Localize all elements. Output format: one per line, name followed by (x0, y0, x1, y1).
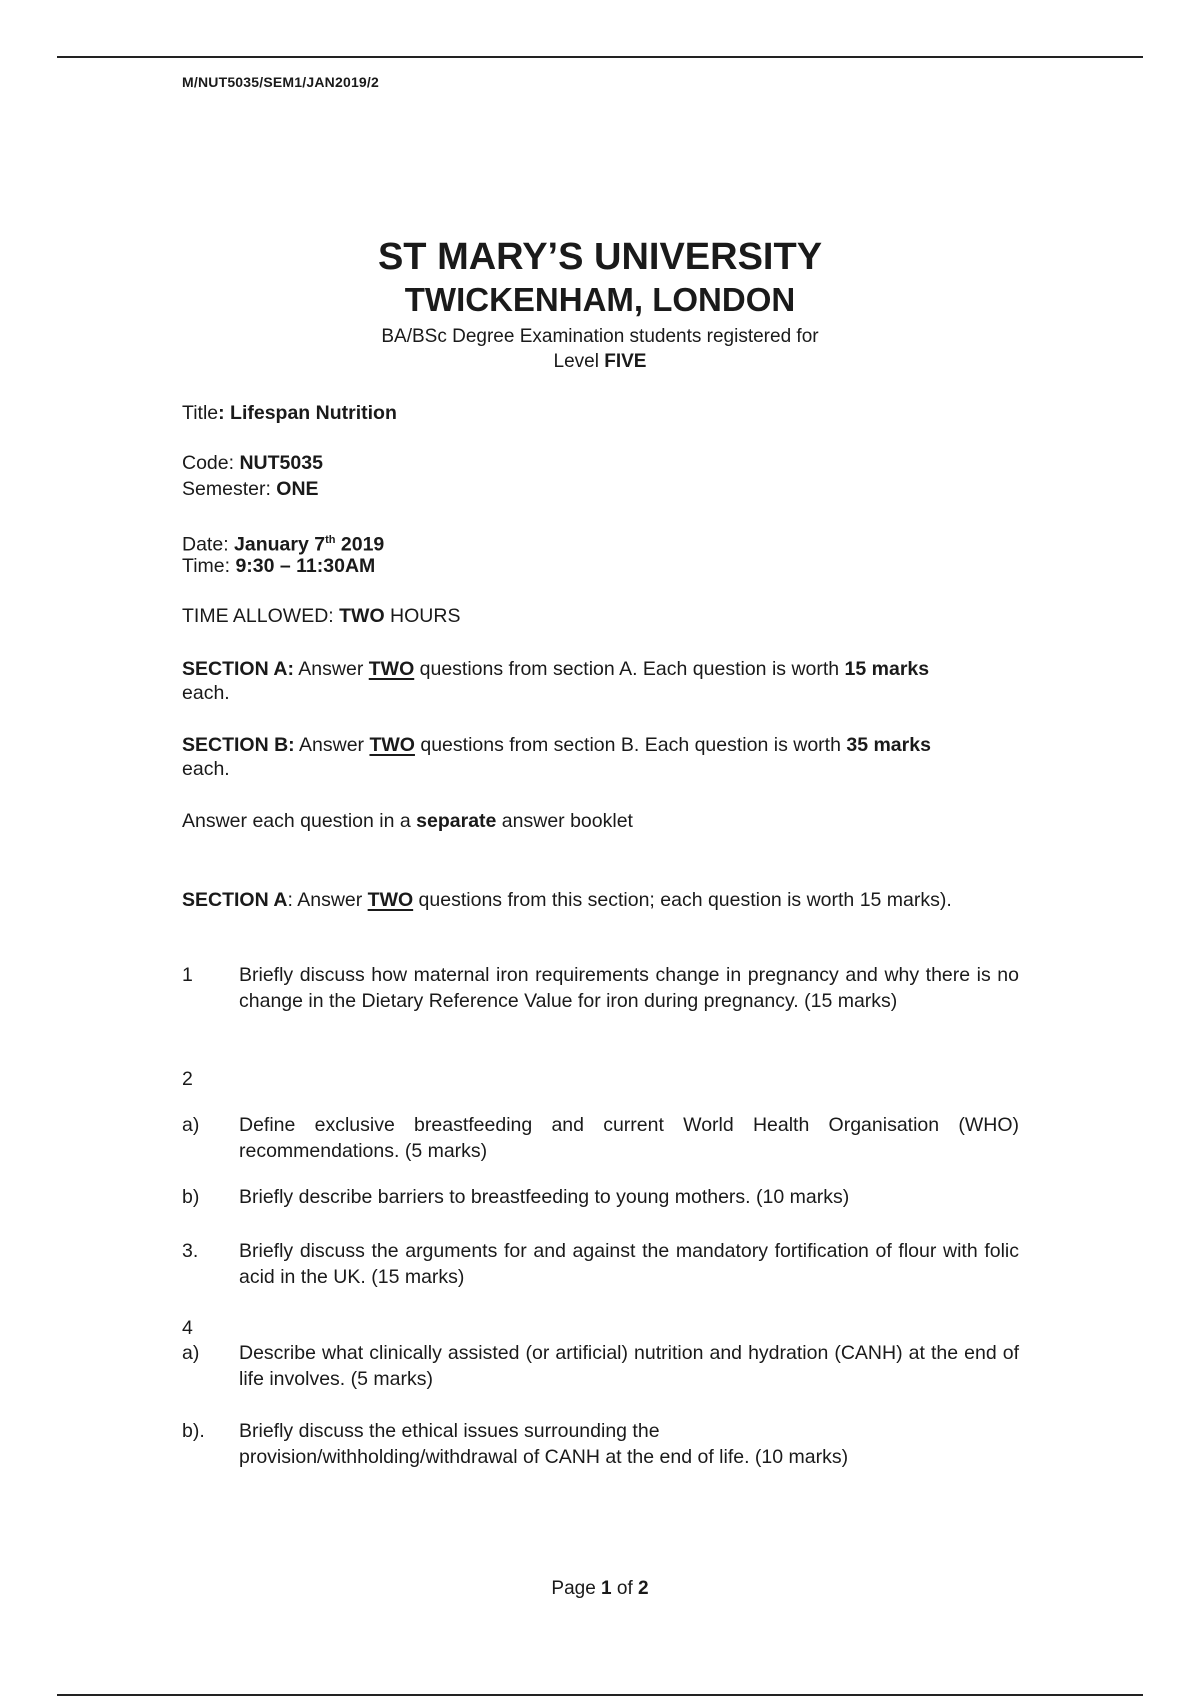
question-part-label: b). (182, 1420, 205, 1442)
exam-date (182, 528, 384, 557)
time-allowed-unit: HOURS (384, 605, 461, 627)
page-prefix: Page (551, 1578, 602, 1599)
section-b-pre: Answer (294, 734, 370, 756)
degree-line: BA/BSc Degree Examination students registered for (381, 326, 819, 347)
level-prefix: Level (553, 351, 605, 372)
question-number: 4 (182, 1317, 193, 1339)
page-number (0, 1578, 1200, 1600)
time-allowed (182, 604, 460, 628)
question-number: 1 (182, 964, 193, 986)
section-a-heading (182, 885, 972, 915)
section-a-pre: Answer (293, 658, 369, 680)
level-line (0, 351, 1200, 373)
booklet-pre: Answer each question in a (182, 810, 417, 832)
date-year: 2019 (335, 533, 385, 556)
page-middle: of (611, 1578, 639, 1599)
time-label: Time: (182, 555, 236, 577)
document-reference: M/NUT5035/SEM1/JAN2019/2 (182, 74, 379, 90)
question-number: 2 (182, 1068, 193, 1090)
question-text: Briefly describe barriers to breastfeeding to young mothers. (10 marks) (239, 1186, 850, 1208)
time-allowed-value: TWO (339, 605, 385, 627)
exam-code (182, 451, 323, 475)
section-a-heading-label: SECTION A (182, 889, 288, 911)
section-b-instruction (182, 733, 972, 781)
section-b-count: TWO (369, 734, 415, 756)
exam-semester (182, 477, 319, 501)
date-suffix: th (325, 534, 336, 546)
top-rule (57, 56, 1143, 58)
code-value: NUT5035 (239, 452, 323, 474)
booklet-post: answer booklet (496, 810, 633, 832)
semester-label: Semester: (182, 478, 277, 500)
title-value: : Lifespan Nutrition (218, 402, 397, 424)
question-part-label: a) (182, 1342, 200, 1364)
section-b-marks: 35 marks (846, 734, 931, 756)
question-text: Briefly discuss the arguments for and against the mandatory fortification of flour with folic acid in the UK. (15 marks) (239, 1240, 1019, 1288)
date-month-day: January 7 (234, 533, 326, 556)
section-b-label: SECTION B: (182, 734, 295, 756)
section-a-heading-count: TWO (367, 889, 414, 911)
level-value: FIVE (604, 351, 647, 372)
question-part-label: a) (182, 1114, 200, 1136)
question-text-line: provision/withholding/withdrawal of CANH at the end of life. (10 marks) (239, 1445, 849, 1468)
time-allowed-label: TIME ALLOWED: (182, 605, 340, 627)
question-part-label: b) (182, 1186, 200, 1208)
section-a-heading-post: questions from this section; each question is worth 15 marks). (413, 889, 952, 911)
question-number: 3. (182, 1240, 199, 1262)
question-text (239, 1419, 1019, 1470)
bottom-rule (57, 1694, 1143, 1696)
question-text: Define exclusive breastfeeding and current World Health Organisation (WHO) recommendations. (5 marks) (239, 1114, 1019, 1162)
section-a-end: each. (182, 682, 230, 704)
booklet-instruction (182, 809, 633, 833)
section-a-count: TWO (368, 658, 415, 680)
date-label: Date: (182, 533, 235, 556)
section-b-end: each. (182, 758, 230, 780)
section-a-label: SECTION A: (182, 658, 294, 680)
section-a-mid: questions from section A. Each question is worth (414, 658, 845, 680)
question-text: Briefly discuss how maternal iron requirements change in pregnancy and why there is no change in the Dietary Reference Value for iron during pregnancy. (15 marks) (239, 964, 1019, 1012)
page-total: 2 (638, 1578, 649, 1599)
section-a-marks: 15 marks (844, 658, 930, 680)
question-text-line: Briefly discuss the ethical issues surrounding the (239, 1420, 660, 1442)
title-label: Title (182, 402, 219, 424)
booklet-bold: separate (416, 810, 497, 832)
section-b-mid: questions from section B. Each question is worth (414, 734, 847, 756)
section-a-heading-pre: : Answer (287, 889, 368, 911)
page-current: 1 (601, 1578, 612, 1599)
section-a-instruction (182, 657, 972, 705)
code-label: Code: (182, 452, 240, 474)
semester-value: ONE (276, 478, 319, 500)
question-text: Describe what clinically assisted (or artificial) nutrition and hydration (CANH) at the end of life involves. (5 marks) (239, 1342, 1019, 1390)
university-location: TWICKENHAM, LONDON (404, 281, 796, 318)
exam-time (182, 554, 375, 578)
exam-title (182, 401, 397, 425)
time-value: 9:30 – 11:30AM (235, 555, 376, 577)
university-name: ST MARY’S UNIVERSITY (377, 236, 823, 278)
